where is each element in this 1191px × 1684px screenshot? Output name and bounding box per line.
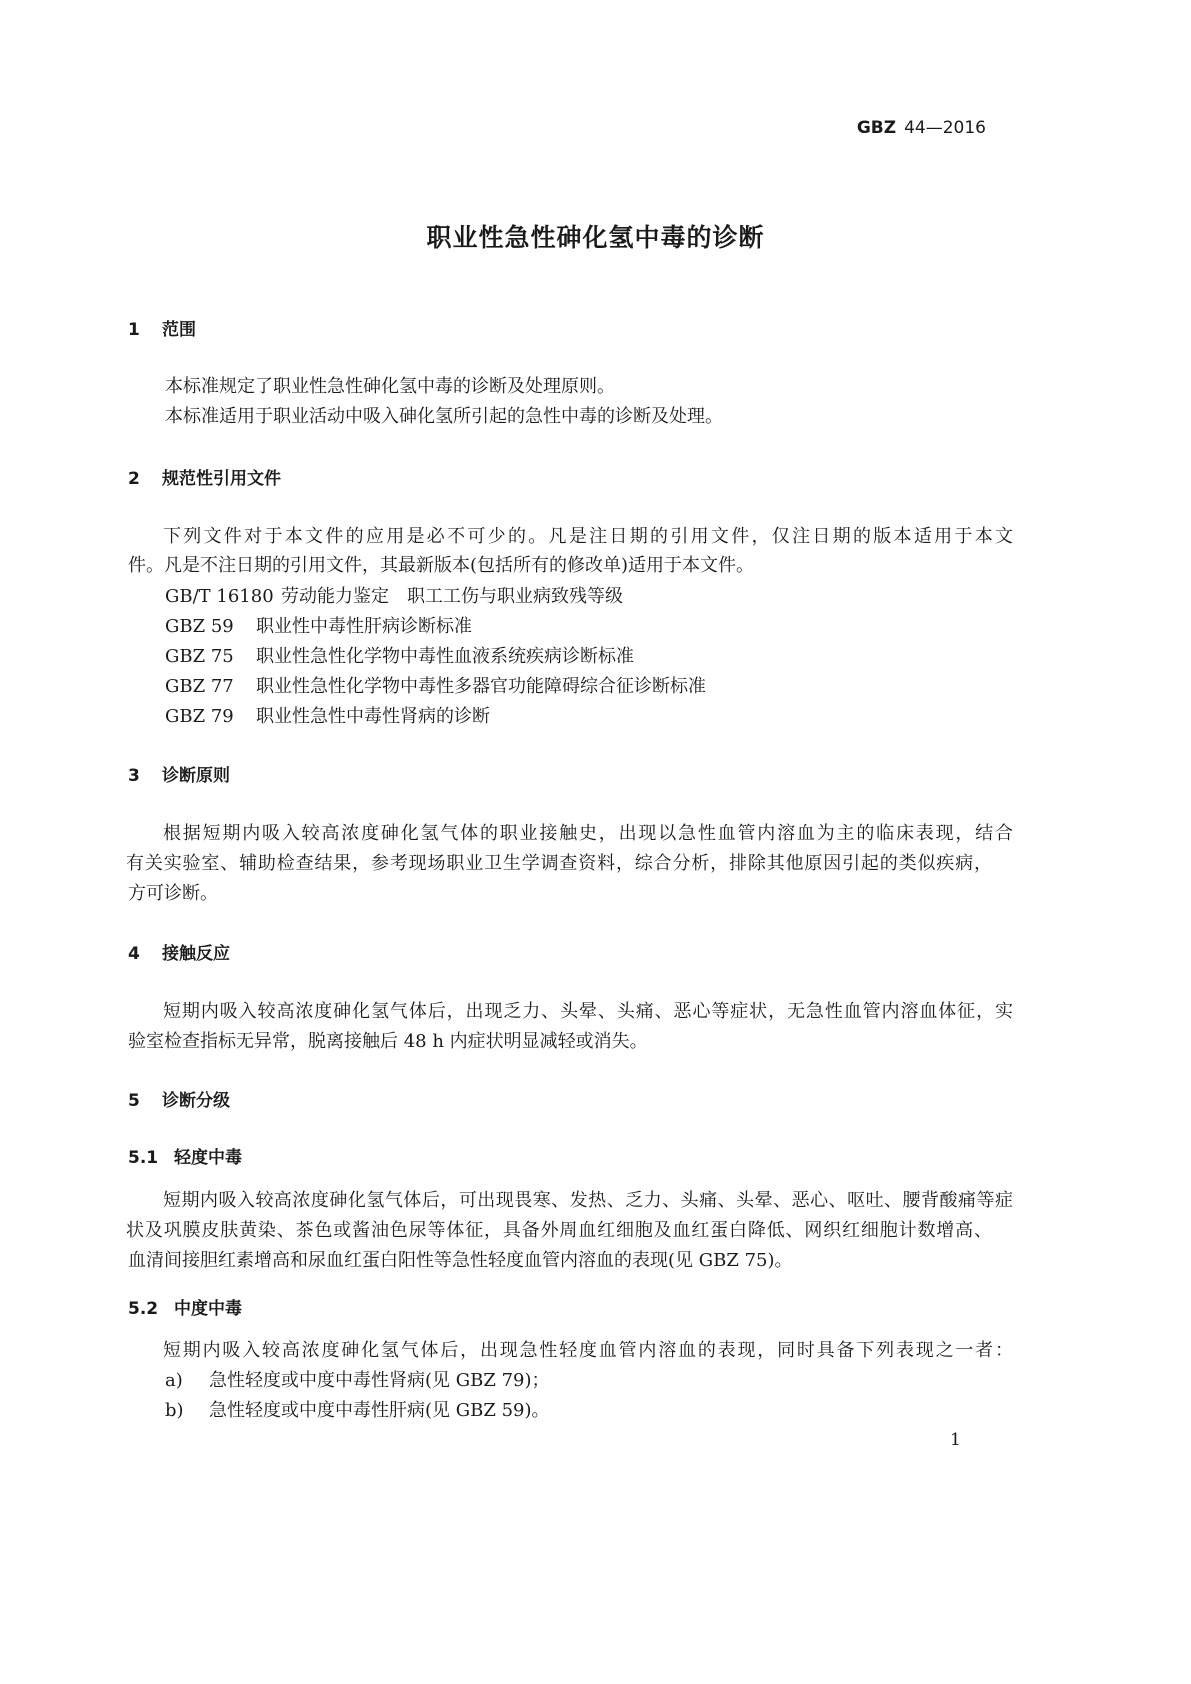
page-number: 1	[950, 1430, 961, 1450]
section-title: 规范性引用文件	[162, 469, 281, 489]
paragraph-line: 方可诊断。	[128, 883, 218, 904]
paragraph-line: 本标准适用于职业活动中吸入砷化氢所引起的急性中毒的诊断及处理。	[165, 406, 723, 427]
section-title: 接触反应	[162, 944, 230, 964]
list-text: 急性轻度或中度中毒性肝病(见 GBZ 59)。	[209, 1400, 550, 1421]
reference-title: 劳动能力鉴定 职工工伤与职业病致残等级	[281, 586, 623, 607]
paragraph-line: 验室检查指标无异常，脱离接触后 48 h 内症状明显减轻或消失。	[128, 1031, 648, 1052]
reference-item	[165, 615, 472, 639]
reference-title: 职业性急性中毒性肾病的诊断	[256, 706, 490, 727]
paragraph-line: 状及巩膜皮肤黄染、茶色或酱油色尿等体征，具备外周血红细胞及血红蛋白降低、网织红细胞计数增高、	[126, 1220, 992, 1241]
paragraph-line: 短期内吸入较高浓度砷化氢气体后，出现急性轻度血管内溶血的表现，同时具备下列表现之一者：	[163, 1340, 1013, 1361]
subsection-heading-5-1	[128, 1146, 242, 1170]
paragraph-line: 下列文件对于本文件的应用是必不可少的。凡是注日期的引用文件，仅注日期的版本适用于本文	[163, 526, 1013, 547]
section-number: 3	[128, 766, 140, 786]
section-number: 5.2	[128, 1299, 159, 1319]
reference-item	[165, 585, 623, 609]
list-marker: b)	[165, 1400, 184, 1421]
reference-item	[165, 675, 706, 699]
section-heading-5	[128, 1089, 230, 1113]
code-number: 44—2016	[904, 118, 986, 138]
paragraph-line: 有关实验室、辅助检查结果，参考现场职业卫生学调查资料，综合分析，排除其他原因引起的类似疾病，	[126, 853, 992, 874]
section-number: 2	[128, 469, 140, 489]
section-number: 5.1	[128, 1148, 159, 1168]
section-title: 轻度中毒	[174, 1148, 242, 1168]
list-item	[165, 1399, 550, 1423]
section-heading-4	[128, 942, 230, 966]
list-marker: a)	[165, 1370, 183, 1391]
reference-code: GBZ 77	[165, 676, 234, 697]
paragraph-line: 根据短期内吸入较高浓度砷化氢气体的职业接触史，出现以急性血管内溶血为主的临床表现，结合	[163, 823, 1013, 844]
section-title: 诊断原则	[162, 766, 230, 786]
section-title: 中度中毒	[174, 1299, 242, 1319]
subsection-heading-5-2	[128, 1297, 242, 1321]
standard-code-header	[857, 118, 986, 138]
section-heading-2	[128, 467, 281, 491]
paragraph-line: 短期内吸入较高浓度砷化氢气体后，出现乏力、头晕、头痛、恶心等症状，无急性血管内溶血体征，实	[163, 1001, 1013, 1022]
paragraph-line: 件。凡是不注日期的引用文件，其最新版本(包括所有的修改单)适用于本文件。	[128, 555, 755, 576]
list-text: 急性轻度或中度中毒性肾病(见 GBZ 79)；	[209, 1370, 550, 1391]
section-title: 诊断分级	[162, 1091, 230, 1111]
list-item	[165, 1369, 550, 1393]
section-number: 4	[128, 944, 140, 964]
page-title: 职业性急性砷化氢中毒的诊断	[426, 223, 765, 252]
paragraph-line: 短期内吸入较高浓度砷化氢气体后，可出现畏寒、发热、乏力、头痛、头晕、恶心、呕吐、腰背酸痛等症	[163, 1190, 1013, 1211]
reference-title: 职业性中毒性肝病诊断标准	[256, 616, 472, 637]
reference-code: GBZ 75	[165, 646, 234, 667]
section-heading-3	[128, 764, 230, 788]
section-heading-1	[128, 318, 196, 342]
paragraph-line: 本标准规定了职业性急性砷化氢中毒的诊断及处理原则。	[165, 376, 615, 397]
reference-title: 职业性急性化学物中毒性血液系统疾病诊断标准	[256, 646, 634, 667]
reference-item	[165, 645, 634, 669]
reference-code: GBZ 59	[165, 616, 234, 637]
reference-code: GB/T 16180	[165, 586, 274, 607]
section-title: 范围	[162, 320, 196, 340]
paragraph-line: 血清间接胆红素增高和尿血红蛋白阳性等急性轻度血管内溶血的表现(见 GBZ 75)。	[128, 1250, 793, 1271]
section-number: 5	[128, 1091, 140, 1111]
section-number: 1	[128, 320, 140, 340]
reference-code: GBZ 79	[165, 706, 234, 727]
code-prefix: GBZ	[856, 118, 897, 138]
reference-item	[165, 705, 490, 729]
reference-title: 职业性急性化学物中毒性多器官功能障碍综合征诊断标准	[256, 676, 706, 697]
